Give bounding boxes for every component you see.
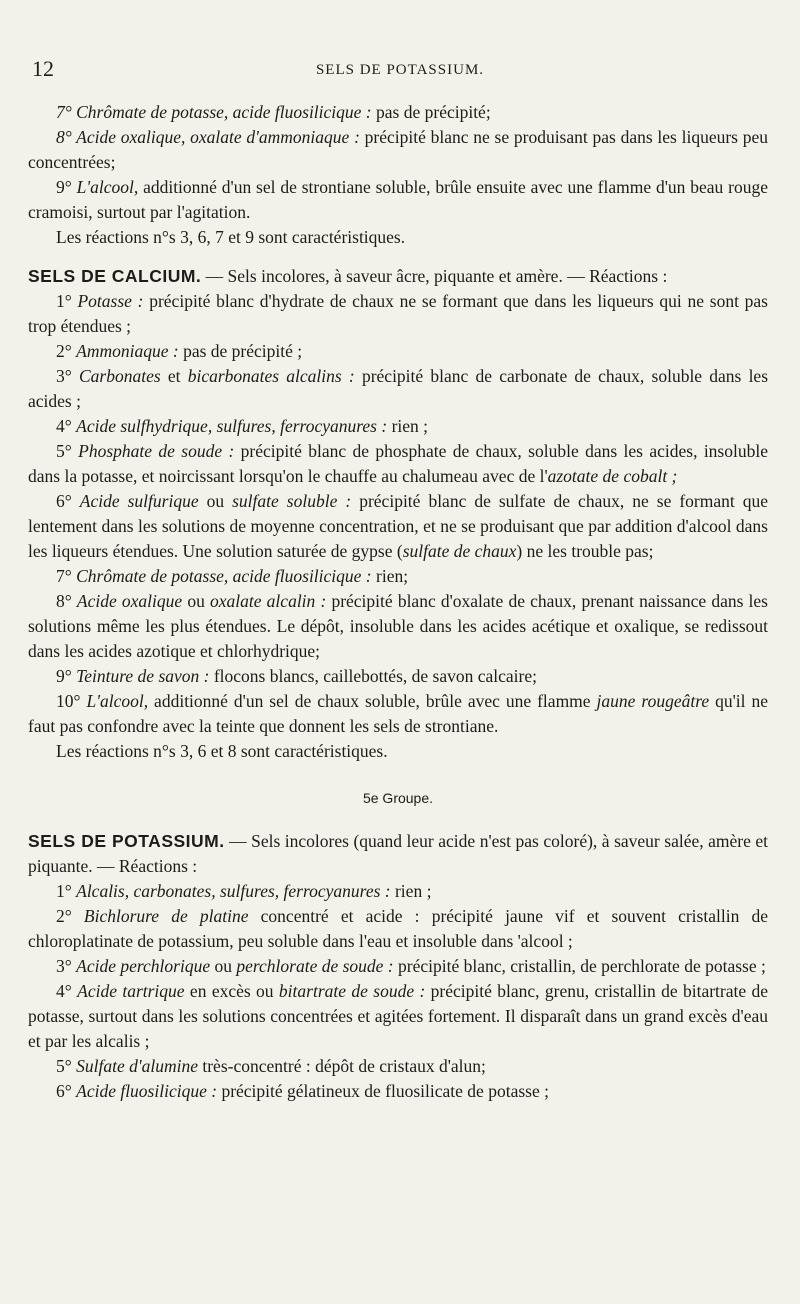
reaction-6: 6° Acide sulfurique ou sulfate soluble : précipité blanc de sulfate de chaux, ne se formant que lentement dans les solutions de moyenne concentration, et ne se produisant que par addition d'alcool dans les liqueurs étendues. Une solution saturée de gypse (sulfate de chaux) ne les trouble pas; — [28, 491, 769, 561]
running-title: SELS DE POTASSIUM. — [315, 62, 485, 78]
reaction-10: 10° L'alcool, additionné d'un sel de chaux soluble, brûle avec une flamme jaune rougeâtre qu'il ne faut pas confondre avec la teinte que donnent les sels de strontiane. — [28, 691, 768, 736]
page-number: 12 — [32, 56, 54, 81]
reaction-1: 1° Alcalis, carbonates, sulfures, ferrocyanures : rien ; — [56, 881, 432, 901]
reaction-5: 5° Sulfate d'alumine très-concentré : dépôt de cristaux d'alun; — [56, 1056, 486, 1076]
item-text: additionné d'un sel de strontiane soluble, brûle ensuite avec une flamme d'un beau rouge cramoisi, surtout par l'agitation. — [28, 177, 768, 222]
reaction-8: 8° Acide oxalique ou oxalate alcalin : précipité blanc d'oxalate de chaux, prenant naissance dans les solutions même les plus étendues. Le dépôt, insoluble dans les acides acétique et oxalique, se redissout dans les acides azotique et chlorhydrique; — [28, 591, 768, 661]
reaction-6: 6° Acide fluosilicique : précipité gélatineux de fluosilicate de potasse ; — [56, 1081, 549, 1101]
item-label: 7° Chrômate de potasse, acide fluosilicique : — [56, 102, 372, 122]
group-label: 5e Groupe. — [362, 790, 434, 806]
item-8 — [28, 125, 768, 175]
reaction-3: 3° Acide perchlorique ou perchlorate de soude : précipité blanc, cristallin, de perchlorate de potasse ; — [56, 956, 766, 976]
item-text: pas de précipité; — [371, 102, 491, 122]
potassium-section-intro: SELS DE POTASSIUM. — Sels incolores (quand leur acide n'est pas coloré), à saveur salée, amère et piquante. — Réactions : — [28, 831, 768, 876]
reaction-4: 4° Acide tartrique en excès ou bitartrate de soude : précipité blanc, grenu, cristallin de bitartrate de potasse, surtout dans les solutions concentrées et agitées fortement. Il disparaît dans un grand excès d'eau et par les alcalis ; — [28, 981, 769, 1051]
item-7 — [28, 100, 768, 125]
item-label: L'alcool, — [76, 177, 139, 197]
summary-paragraph: Les réactions n°s 3, 6 et 8 sont caractéristiques. — [56, 741, 388, 761]
reaction-3: 3° Carbonates et bicarbonates alcalins : précipité blanc de carbonate de chaux, soluble dans les acides ; — [28, 366, 769, 411]
section-heading: SELS DE POTASSIUM. — [28, 831, 225, 851]
reaction-4: 4° Acide sulfhydrique, sulfures, ferrocyanures : rien ; — [56, 416, 429, 436]
item-label: 8° Acide oxalique, oxalate d'ammoniaque : — [56, 127, 360, 147]
item-9: 9° L'alcool, additionné d'un sel de strontiane soluble, brûle ensuite avec une flamme d'un beau rouge cramoisi, surtout par l'agitation. — [28, 177, 768, 222]
summary-paragraph: Les réactions n°s 3, 6, 7 et 9 sont caractéristiques. — [56, 227, 406, 247]
item-text: précipité blanc ne se produisant pas dans les liqueurs peu concentrées; — [28, 127, 768, 172]
reaction-7: 7° Chrômate de potasse, acide fluosilicique : rien; — [56, 566, 409, 586]
page-body — [28, 100, 768, 1104]
reaction-2: 2° Ammoniaque : pas de précipité ; — [56, 341, 303, 361]
reaction-5: 5° Phosphate de soude : précipité blanc de phosphate de chaux, soluble dans les acides, insoluble dans la potasse, et noircissant lorsqu'on le chauffe au chalumeau avec de l'azotate de cobalt ; — [28, 441, 768, 486]
calcium-section-intro: SELS DE CALCIUM. — Sels incolores, à saveur âcre, piquante et amère. — Réactions : — [28, 266, 668, 286]
reaction-9: 9° Teinture de savon : flocons blancs, caillebottés, de savon calcaire; — [56, 666, 537, 686]
reaction-2: 2° Bichlorure de platine concentré et acide : précipité jaune vif et souvent cristallin de chloroplatinate de potassium, peu soluble dans l'eau et insoluble dans 'alcool ; — [28, 906, 768, 951]
section-heading: SELS DE CALCIUM. — [28, 266, 202, 286]
reaction-1: 1° Potasse : précipité blanc d'hydrate de chaux ne se formant que dans les liqueurs qui ne sont pas trop étendues ; — [28, 291, 768, 336]
